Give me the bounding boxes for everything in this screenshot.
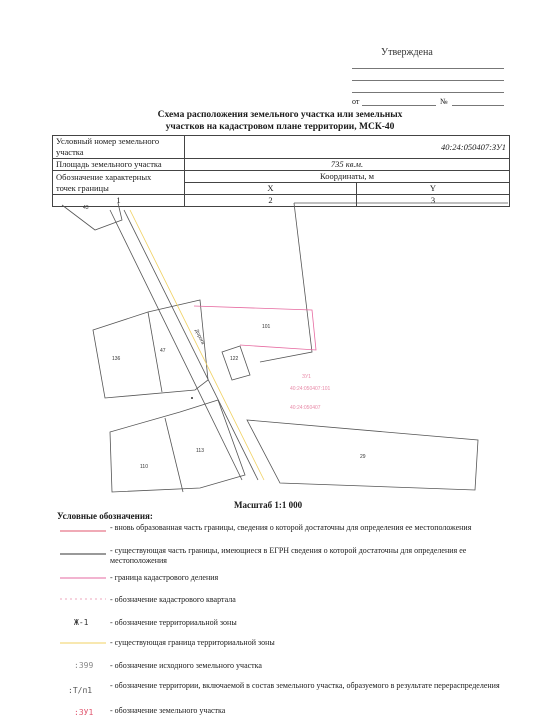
map-label-road: Дорога bbox=[193, 328, 206, 346]
map-label-parcel-43: 43 bbox=[83, 205, 89, 211]
legend-item: - граница кадастрового деления bbox=[110, 573, 219, 582]
legend-item: - вновь образованная часть границы, сведения о которой достаточны для определения ее местоположения bbox=[110, 523, 472, 532]
map-label-parcel-47: 47 bbox=[160, 348, 166, 354]
table-row bbox=[53, 171, 510, 183]
legend-item: - существующая граница территориальной зоны bbox=[110, 638, 275, 647]
legend-quarter-symbol bbox=[60, 597, 106, 601]
legend-source-parcel-symbol: :399 bbox=[74, 661, 94, 670]
road-edge bbox=[124, 210, 258, 480]
heading-line-1: Схема расположения земельного участка или земельных bbox=[157, 110, 403, 120]
column-number-3: 3 bbox=[357, 195, 510, 207]
signature-line-2 bbox=[352, 80, 504, 81]
heading-line-2: участков на кадастровом плане территории, МСК-40 bbox=[165, 122, 395, 132]
approval-number-label: № bbox=[440, 97, 448, 106]
parcel-outline bbox=[93, 300, 208, 398]
legend-title: Условные обозначения: bbox=[57, 511, 153, 521]
cadastral-division-line bbox=[194, 306, 316, 350]
map-label-parcel-101: 101 bbox=[262, 324, 271, 330]
map-label-zone-2: 40:24:050407:101 bbox=[290, 386, 331, 392]
parcel-boundary-line bbox=[165, 418, 183, 492]
legend-item: - обозначение территории, включаемой в состав земельного участка, образуемого в результате перераспределения bbox=[110, 681, 500, 690]
signature-line-1 bbox=[352, 68, 504, 69]
points-label bbox=[53, 171, 185, 195]
parcel-info-table bbox=[52, 135, 510, 207]
approval-number-line bbox=[452, 105, 504, 106]
table-row bbox=[53, 136, 510, 159]
legend-new-boundary-symbol bbox=[60, 529, 106, 533]
signature-line-3 bbox=[352, 92, 504, 93]
approval-date-label: от bbox=[352, 97, 360, 106]
parcel-outline bbox=[222, 346, 250, 380]
legend-zone-symbol: Ж-1 bbox=[74, 618, 89, 627]
legend-territory-symbol: :Т/п1 bbox=[68, 686, 93, 695]
area-label: Площадь земельного участка bbox=[53, 159, 185, 171]
map-label-parcel-113: 113 bbox=[196, 448, 204, 454]
cadastral-number-value: 40:24:050407:ЗУ1 bbox=[185, 136, 510, 159]
cadastral-map bbox=[52, 200, 510, 496]
legend-item: - обозначение исходного земельного участка bbox=[110, 661, 262, 670]
area-value: 735 кв.м. bbox=[185, 159, 510, 171]
cadastral-number-label: Условный номер земельного участка bbox=[53, 136, 185, 159]
legend-item: - обозначение земельного участка bbox=[110, 706, 226, 715]
legend-zone-border-symbol bbox=[60, 641, 106, 645]
x-column-header: X bbox=[185, 183, 357, 195]
legend-item: - существующая часть границы, имеющиеся в ЕГРН сведения о которой достаточны для определения ее местоположения bbox=[110, 546, 467, 565]
map-label-parcel-122: 122 bbox=[230, 356, 239, 362]
legend-parcel-symbol: :ЗУ1 bbox=[74, 708, 94, 717]
approval-date-line bbox=[362, 105, 436, 106]
map-label-parcel-110: 110 bbox=[140, 464, 148, 470]
approval-title: Утверждена bbox=[381, 47, 433, 58]
table-row bbox=[53, 159, 510, 171]
map-point bbox=[191, 397, 193, 399]
road-edge bbox=[110, 210, 242, 480]
legend-existing-boundary-symbol bbox=[60, 552, 106, 556]
y-column-header: Y bbox=[357, 183, 510, 195]
map-scale: Масштаб 1:1 000 bbox=[234, 500, 303, 510]
points-label-line-1: Обозначение характерных bbox=[56, 171, 152, 182]
points-label-line-2: точек границы bbox=[56, 182, 109, 193]
legend-item: - обозначение территориальной зоны bbox=[110, 618, 237, 627]
coordinates-label: Координаты, м bbox=[185, 171, 510, 183]
parcel-outline bbox=[260, 203, 312, 362]
map-label-zone-1: ЗУ1 bbox=[302, 374, 311, 380]
column-number-1: 1 bbox=[53, 195, 185, 207]
legend-cadastral-division-symbol bbox=[60, 576, 106, 580]
map-label-parcel-136: 136 bbox=[112, 356, 121, 362]
legend-item: - обозначение кадастрового квартала bbox=[110, 595, 236, 604]
map-label-parcel-29: 29 bbox=[360, 454, 366, 460]
column-number-2: 2 bbox=[185, 195, 357, 207]
map-label-zone-3: 40:24:050407 bbox=[290, 405, 321, 411]
document-heading bbox=[100, 109, 460, 133]
